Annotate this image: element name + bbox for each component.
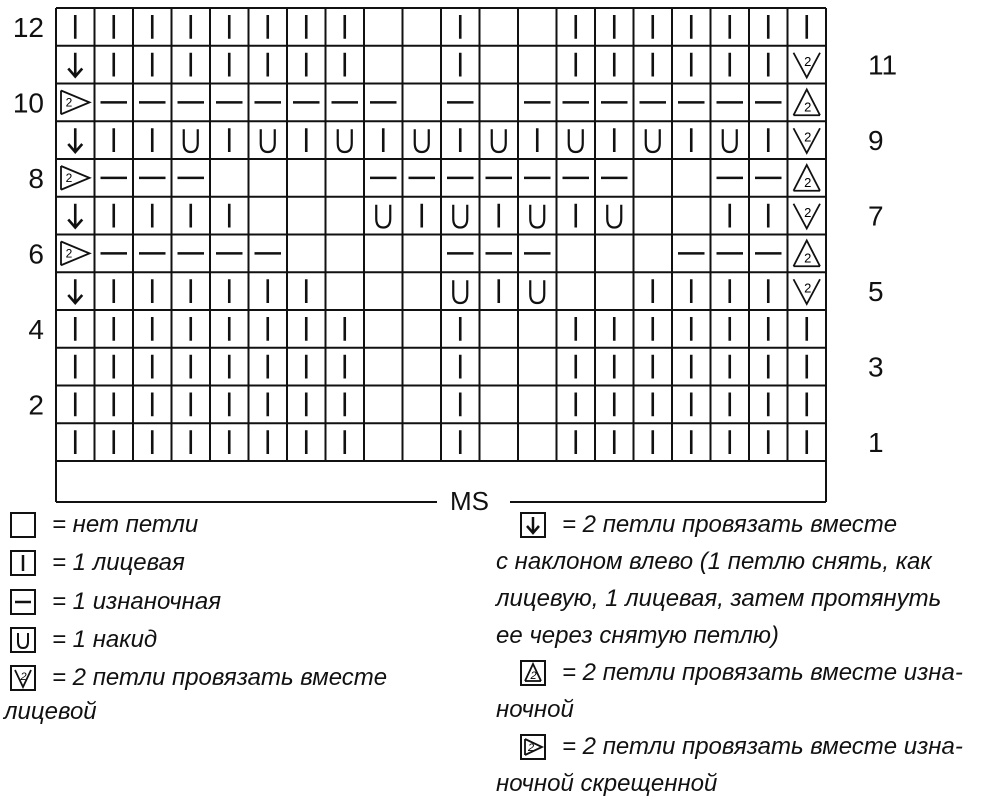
p2tog-numeral: 2 [804, 250, 812, 266]
stitch-cell [723, 129, 737, 152]
svg-text:2: 2 [527, 742, 535, 754]
row-number: 11 [868, 49, 898, 81]
row-number: 10 [12, 87, 44, 119]
k2tog-numeral: 2 [804, 53, 812, 69]
legend-ssk-text: = 2 петли провязать вместе [562, 511, 898, 538]
yarn-over-icon [10, 627, 36, 653]
stitch-cell [338, 129, 352, 152]
legend-purl [10, 587, 221, 617]
stitch-cell [261, 129, 275, 152]
stitch-cell [607, 205, 621, 228]
stitch-cell [184, 129, 198, 152]
stitch-cell [794, 165, 821, 191]
no-stitch-icon [10, 512, 36, 538]
yarn-over-icon [453, 280, 467, 303]
legend-p2tog-cont: ночной [496, 696, 574, 723]
legend-p2tog [520, 658, 963, 688]
legend-ssk-cont2: лицевую, 1 лицевая, затем протянуть [496, 585, 942, 612]
stitch-cell [646, 129, 660, 152]
p2tog-tbl-numeral: 2 [65, 170, 73, 185]
stitch-cell [530, 205, 544, 228]
svg-text:2: 2 [20, 671, 27, 683]
ssk-icon [520, 512, 546, 538]
legend-purl-text: = 1 изнаночная [52, 588, 222, 615]
yarn-over-icon [415, 129, 429, 152]
yarn-over-icon [338, 129, 352, 152]
legend-k2tog-cont: лицевой [4, 698, 97, 725]
stitch-cell [376, 205, 390, 228]
stitch-cell [794, 241, 821, 267]
stitch-cell [68, 279, 82, 303]
legend-ssk-cont3: ее через снятую петлю) [496, 622, 779, 649]
k2tog-numeral: 2 [804, 129, 812, 145]
yarn-over-icon [376, 205, 390, 228]
p2tog-tbl-numeral: 2 [65, 246, 73, 261]
row-number: 6 [28, 238, 44, 270]
p2tog-numeral: 2 [804, 99, 812, 115]
legend-k2tog-text: = 2 петли провязать вместе [52, 664, 388, 691]
legend-no-stitch-text: = нет петли [52, 511, 199, 538]
row-number: 5 [868, 276, 884, 308]
yarn-over-icon [569, 129, 583, 152]
yarn-over-icon [453, 205, 467, 228]
p2tog-tbl-numeral: 2 [65, 95, 73, 110]
stitch-cell [61, 242, 90, 266]
yarn-over-icon [184, 129, 198, 152]
legend-p2tog-tbl [520, 732, 963, 762]
repeat-label: MS [442, 486, 497, 517]
legend-p2tog-tbl-cont: ночной скрещенной [496, 770, 718, 797]
stitch-cell [794, 279, 821, 304]
stitch-cell [68, 53, 82, 77]
stitch-cell [530, 280, 544, 303]
stitch-cell [794, 204, 821, 229]
stitch-cell [61, 166, 90, 190]
legend-knit [10, 548, 185, 578]
row-number: 4 [28, 313, 44, 345]
stitch-cell [794, 90, 821, 116]
row-number: 7 [868, 200, 884, 232]
purl-icon [10, 589, 36, 615]
k2tog-numeral: 2 [804, 280, 812, 296]
p2tog-numeral: 2 [804, 174, 812, 190]
yarn-over-icon [646, 129, 660, 152]
yarn-over-icon [723, 129, 737, 152]
legend-k2tog [10, 663, 387, 693]
stitch-cell [68, 204, 82, 228]
legend-yarn-over-text: = 1 накид [52, 626, 158, 653]
stitch-cell [453, 280, 467, 303]
k2tog-icon [10, 665, 36, 691]
yarn-over-icon [261, 129, 275, 152]
stitch-cell [492, 129, 506, 152]
stitch-cell [794, 128, 821, 153]
knit-icon [10, 550, 36, 576]
legend-p2tog-tbl-text: = 2 петли провязать вместе изна- [562, 733, 963, 760]
k2tog-numeral: 2 [804, 204, 812, 220]
legend-no-stitch [10, 510, 198, 540]
legend-ssk-cont1: с наклоном влево (1 петлю снять, как [496, 548, 932, 575]
yarn-over-icon [607, 205, 621, 228]
row-number: 3 [868, 351, 884, 383]
p2tog-tbl-icon [520, 734, 546, 760]
row-number: 1 [868, 427, 884, 459]
row-number: 8 [28, 162, 44, 194]
stitch-cell [794, 53, 821, 78]
legend-yarn-over [10, 625, 157, 655]
stitch-cell [569, 129, 583, 152]
svg-text:2: 2 [530, 670, 537, 682]
row-number: 9 [868, 125, 884, 157]
stitch-cell [453, 205, 467, 228]
yarn-over-icon [492, 129, 506, 152]
yarn-over-icon [530, 280, 544, 303]
yarn-over-icon [530, 205, 544, 228]
row-number: 12 [12, 11, 44, 43]
stitch-cell [68, 128, 82, 152]
legend-p2tog-text: = 2 петли провязать вместе изна- [562, 659, 963, 686]
stitch-cell [61, 91, 90, 115]
row-number: 2 [28, 389, 44, 421]
legend-ssk [520, 510, 897, 540]
chart-grid [56, 8, 826, 502]
p2tog-icon [520, 660, 546, 686]
stitch-cell [415, 129, 429, 152]
legend-knit-text: = 1 лицевая [52, 549, 185, 576]
